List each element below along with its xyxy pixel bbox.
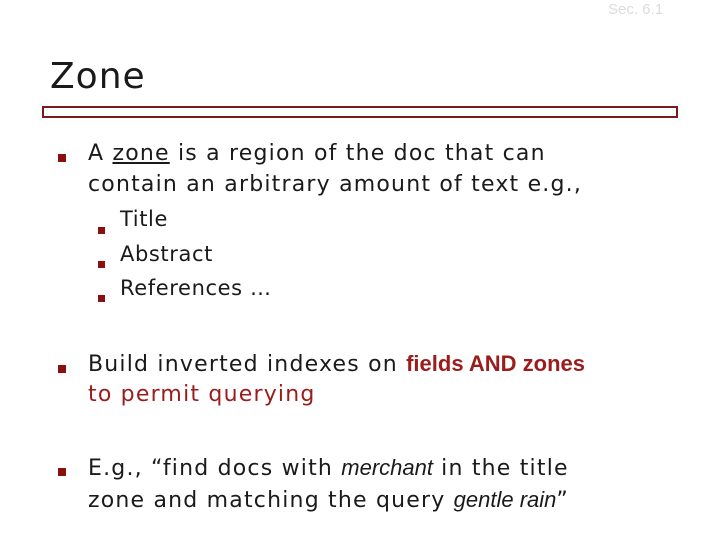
fields-and-zones-emphasis: fields AND zones <box>406 351 585 376</box>
bullet-3-line-1 <box>88 455 569 481</box>
bullet-1-rest: is a region of the doc that can <box>169 141 546 166</box>
sub-bullet-marker <box>98 261 105 268</box>
sub-item-abstract: Abstract <box>120 242 213 266</box>
sub-bullet-marker <box>98 227 105 234</box>
bullet-3-mid: in the title <box>432 456 569 481</box>
bullet-3-prefix: E.g., “find docs with <box>88 456 342 481</box>
zone-term: zone <box>112 141 170 166</box>
bullet-2-line-1 <box>88 351 585 377</box>
bullet-1-line-1 <box>88 141 546 166</box>
slide-title: Zone <box>50 56 146 97</box>
bullet-2-line-2: to permit querying <box>88 382 316 407</box>
gentle-rain-term: gentle rain <box>453 487 557 512</box>
bullet-3-line-2-suffix: ” <box>556 488 570 513</box>
sub-item-title: Title <box>120 207 169 231</box>
title-rule <box>42 106 678 118</box>
sub-bullet-marker <box>98 295 105 302</box>
merchant-term: merchant <box>341 455 433 480</box>
bullet-marker <box>58 365 66 373</box>
bullet-3-line-2 <box>88 487 569 513</box>
bullet-3-line-2-prefix: zone and matching the query <box>88 488 454 513</box>
bullet-2-prefix: Build inverted indexes on <box>88 352 407 377</box>
bullet-1-line-2: contain an arbitrary amount of text e.g., <box>88 172 583 197</box>
bullet-1-prefix: A <box>88 141 113 166</box>
bullet-marker <box>58 154 66 162</box>
section-label: Sec. 6.1 <box>608 1 664 18</box>
sub-item-references: References … <box>120 276 272 300</box>
bullet-marker <box>58 468 66 476</box>
